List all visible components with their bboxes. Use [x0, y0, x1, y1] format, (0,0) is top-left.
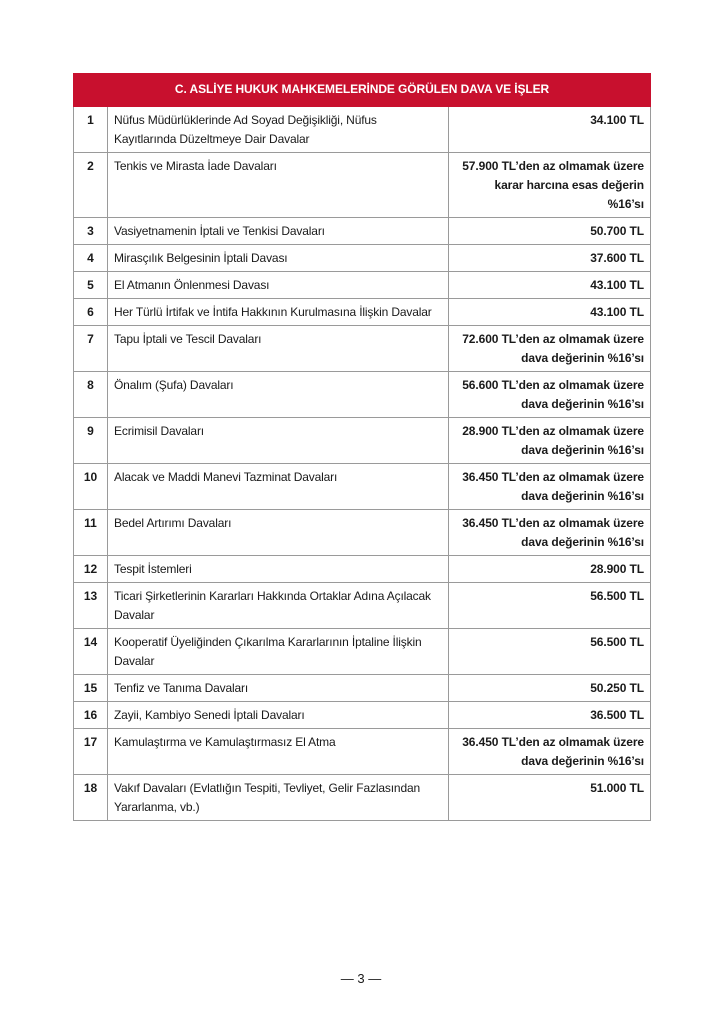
fee-amount: 72.600 TL’den az olmamak üzere dava değerinin %16’sı — [449, 326, 651, 372]
table-row — [74, 418, 651, 464]
table-row — [74, 510, 651, 556]
row-number: 4 — [74, 245, 108, 272]
row-number: 18 — [74, 775, 108, 821]
fee-amount: 28.900 TL — [449, 556, 651, 583]
table-row — [74, 299, 651, 326]
fee-amount: 50.700 TL — [449, 218, 651, 245]
table-row — [74, 372, 651, 418]
table-row — [74, 775, 651, 821]
table-body — [74, 107, 651, 821]
row-number: 2 — [74, 153, 108, 218]
case-description: Tenfiz ve Tanıma Davaları — [108, 675, 449, 702]
row-number: 8 — [74, 372, 108, 418]
fee-amount: 50.250 TL — [449, 675, 651, 702]
case-description: Önalım (Şufa) Davaları — [108, 372, 449, 418]
fee-amount: 36.500 TL — [449, 702, 651, 729]
case-description: Vakıf Davaları (Evlatlığın Tespiti, Tevliyet, Gelir Fazlasından Yararlanma, vb.) — [108, 775, 449, 821]
case-description: Kamulaştırma ve Kamulaştırmasız El Atma — [108, 729, 449, 775]
table-header-row — [74, 74, 651, 107]
table-row — [74, 153, 651, 218]
case-description: Zayii, Kambiyo Senedi İptali Davaları — [108, 702, 449, 729]
case-description: Alacak ve Maddi Manevi Tazminat Davaları — [108, 464, 449, 510]
case-description: Mirasçılık Belgesinin İptali Davası — [108, 245, 449, 272]
fee-amount: 51.000 TL — [449, 775, 651, 821]
case-description: El Atmanın Önlenmesi Davası — [108, 272, 449, 299]
fee-amount: 36.450 TL’den az olmamak üzere dava değerinin %16’sı — [449, 510, 651, 556]
table-row — [74, 629, 651, 675]
fee-amount: 36.450 TL’den az olmamak üzere dava değerinin %16’sı — [449, 729, 651, 775]
fee-amount: 28.900 TL’den az olmamak üzere dava değerinin %16’sı — [449, 418, 651, 464]
row-number: 1 — [74, 107, 108, 153]
case-description: Ticari Şirketlerinin Kararları Hakkında Ortaklar Adına Açılacak Davalar — [108, 583, 449, 629]
table-row — [74, 218, 651, 245]
fee-amount: 36.450 TL’den az olmamak üzere dava değerinin %16’sı — [449, 464, 651, 510]
fee-table — [73, 73, 651, 821]
fee-amount: 56.600 TL’den az olmamak üzere dava değerinin %16’sı — [449, 372, 651, 418]
row-number: 10 — [74, 464, 108, 510]
fee-amount: 43.100 TL — [449, 299, 651, 326]
table-row — [74, 702, 651, 729]
fee-amount: 34.100 TL — [449, 107, 651, 153]
section-title: C. ASLİYE HUKUK MAHKEMELERİNDE GÖRÜLEN DAVA VE İŞLER — [74, 74, 651, 107]
case-description: Tenkis ve Mirasta İade Davaları — [108, 153, 449, 218]
row-number: 12 — [74, 556, 108, 583]
row-number: 16 — [74, 702, 108, 729]
table-row — [74, 583, 651, 629]
table-row — [74, 107, 651, 153]
row-number: 11 — [74, 510, 108, 556]
table-row — [74, 556, 651, 583]
fee-amount: 37.600 TL — [449, 245, 651, 272]
case-description: Her Türlü İrtifak ve İntifa Hakkının Kurulmasına İlişkin Davalar — [108, 299, 449, 326]
table-row — [74, 245, 651, 272]
fee-amount: 56.500 TL — [449, 629, 651, 675]
row-number: 15 — [74, 675, 108, 702]
table-row — [74, 729, 651, 775]
table-row — [74, 326, 651, 372]
fee-amount: 43.100 TL — [449, 272, 651, 299]
case-description: Tespit İstemleri — [108, 556, 449, 583]
row-number: 7 — [74, 326, 108, 372]
row-number: 5 — [74, 272, 108, 299]
row-number: 14 — [74, 629, 108, 675]
row-number: 9 — [74, 418, 108, 464]
case-description: Bedel Artırımı Davaları — [108, 510, 449, 556]
row-number: 17 — [74, 729, 108, 775]
row-number: 6 — [74, 299, 108, 326]
case-description: Tapu İptali ve Tescil Davaları — [108, 326, 449, 372]
table-row — [74, 675, 651, 702]
table-row — [74, 464, 651, 510]
table-row — [74, 272, 651, 299]
page-number: — 3 — — [340, 971, 382, 986]
fee-amount: 56.500 TL — [449, 583, 651, 629]
case-description: Kooperatif Üyeliğinden Çıkarılma Kararlarının İptaline İlişkin Davalar — [108, 629, 449, 675]
fee-amount: 57.900 TL’den az olmamak üzere karar harcına esas değerin %16’sı — [449, 153, 651, 218]
case-description: Ecrimisil Davaları — [108, 418, 449, 464]
row-number: 3 — [74, 218, 108, 245]
case-description: Vasiyetnamenin İptali ve Tenkisi Davaları — [108, 218, 449, 245]
row-number: 13 — [74, 583, 108, 629]
case-description: Nüfus Müdürlüklerinde Ad Soyad Değişikliği, Nüfus Kayıtlarında Düzeltmeye Dair Davalar — [108, 107, 449, 153]
